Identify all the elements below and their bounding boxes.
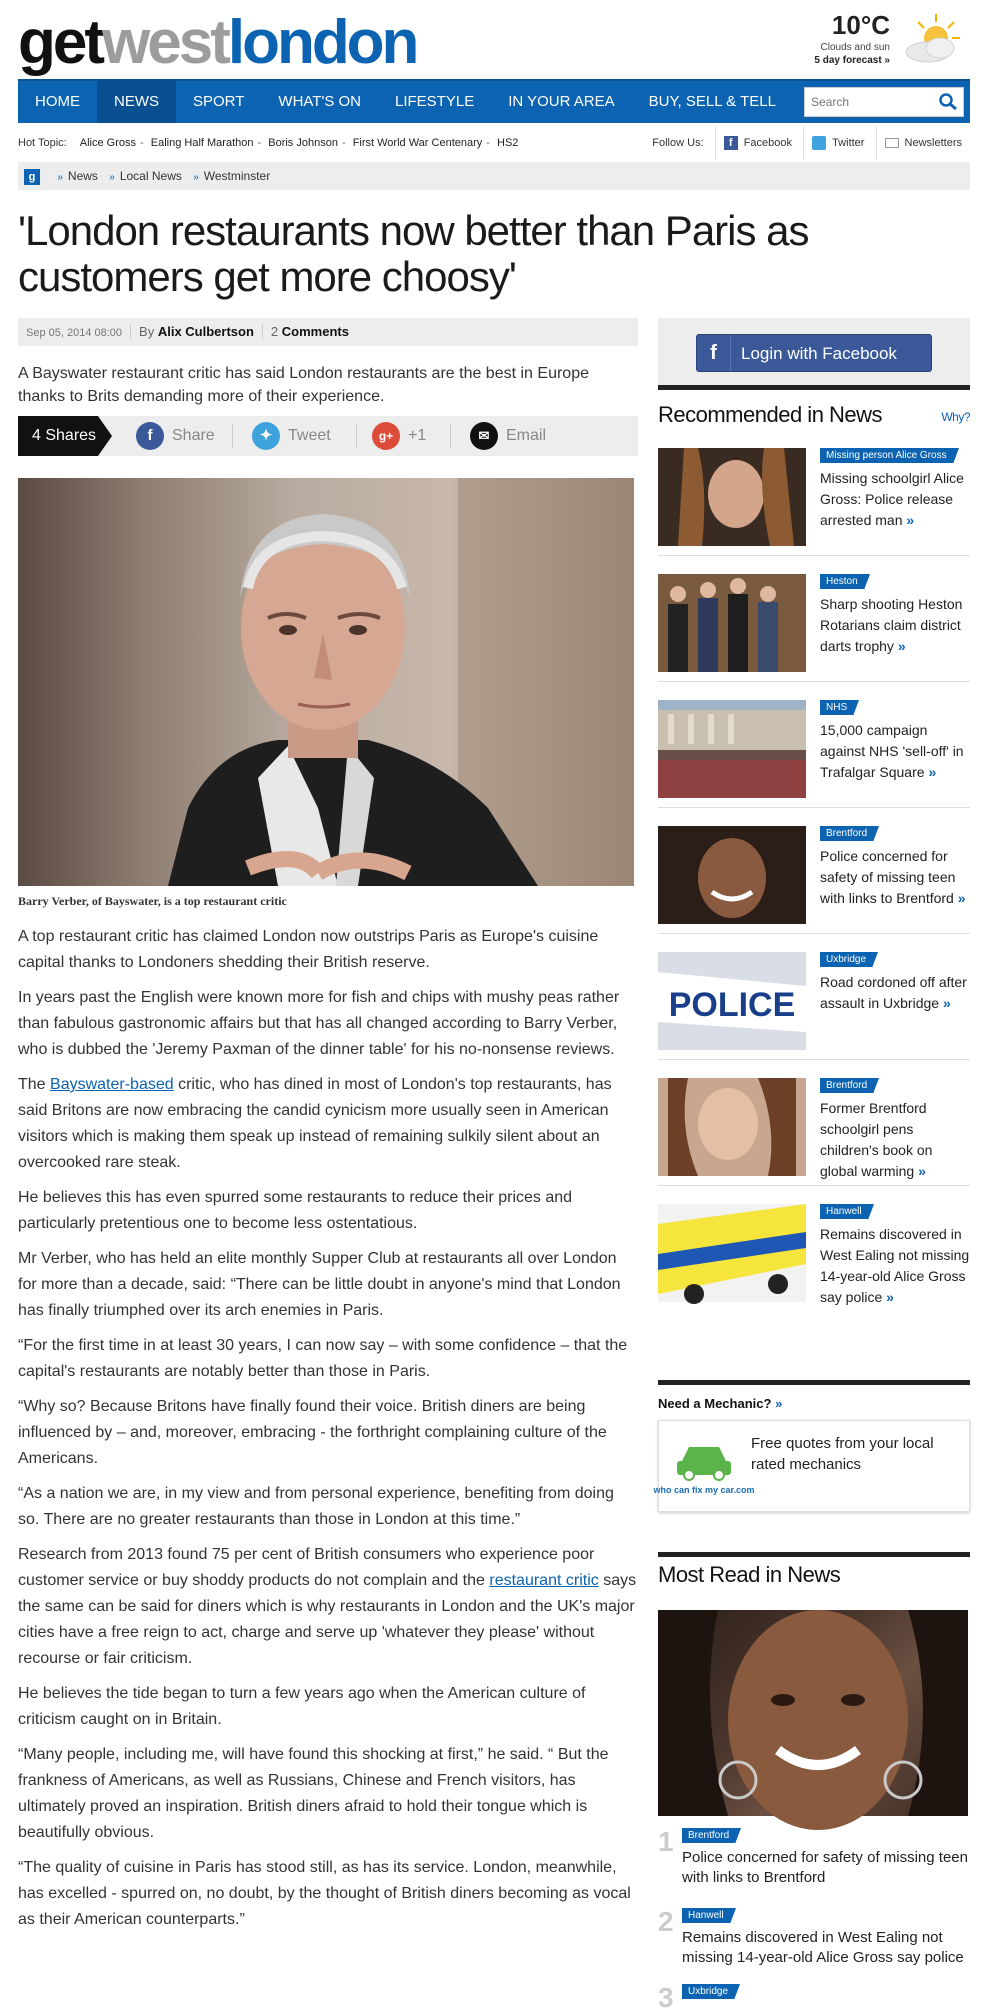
photo-caption: Barry Verber, of Bayswater, is a top restaurant critic (18, 894, 287, 908)
most-read-item[interactable] (658, 1982, 970, 2013)
facebook-share-label: Share (172, 427, 215, 444)
mechanic-title-text: Need a Mechanic? (658, 1396, 772, 1411)
body-paragraph: A top restaurant critic has claimed London now outstrips Paris as Europe's cuisine capital thanks to Londoners shedding their British reserve. (18, 928, 599, 971)
most-read-tag[interactable]: Uxbridge (682, 1984, 734, 1999)
author-link[interactable]: Alix Culbertson (157, 324, 254, 339)
article-standfirst: A Bayswater restaurant critic has said London restaurants are the best in Europe thanks to Brits demanding more of their experience. (18, 365, 589, 405)
facebook-icon: f (697, 335, 731, 371)
breadcrumb-local-news[interactable]: Local News (119, 169, 182, 183)
nav-news[interactable]: NEWS (97, 81, 176, 123)
follow-label: Follow Us: (652, 137, 704, 149)
follow-twitter-label: Twitter (832, 137, 865, 149)
rec-tag[interactable]: Brentford (820, 1078, 873, 1093)
comments-link[interactable] (262, 324, 357, 339)
recommended-item[interactable] (658, 440, 970, 556)
comments-count: 2 (270, 324, 279, 339)
hot-topic-link[interactable]: Boris Johnson (268, 137, 338, 149)
nav-lifestyle[interactable]: LIFESTYLE (395, 93, 475, 110)
facebook-login-button[interactable] (696, 334, 932, 372)
body-paragraph: “For the first time in at least 30 years, I can now say – with some confidence – that the capital's restaurants are notably better than those in Paris. (18, 1337, 628, 1380)
rec-tag[interactable]: Hanwell (820, 1204, 868, 1219)
rec-thumbnail[interactable] (658, 700, 806, 798)
mechanic-title[interactable] (658, 1396, 782, 1411)
weather-widget[interactable] (800, 8, 970, 68)
rec-headline-text: Remains discovered in West Ealing not missing 14-year-old Alice Gross say police (820, 1226, 970, 1305)
mechanic-logo-text: who can fix my car.com (653, 1485, 755, 1495)
body-paragraph (18, 1542, 638, 1672)
nav-sport[interactable]: SPORT (193, 93, 245, 110)
logo-part-get: get (18, 8, 102, 77)
body-text: critic, who has dined in most of London's top restaurants, has said Britons are now embracing the candid cynicism more usually seen in American visitors which is making them speak up instead of remaining sulkily silent about an overcooked rare steak. (18, 1076, 612, 1171)
nav-in-your-area[interactable]: IN YOUR AREA (508, 93, 615, 110)
more-arrow: » (918, 1163, 926, 1179)
facebook-login-label: Login with Facebook (741, 344, 897, 363)
facebook-share-button[interactable] (136, 416, 215, 456)
hot-topic-link[interactable]: First World War Centenary (352, 137, 483, 149)
follow-newsletters-label: Newsletters (904, 137, 962, 149)
nav-home[interactable]: HOME (35, 93, 80, 110)
police-sign-text: POLICE (668, 986, 796, 1024)
most-read-image[interactable] (658, 1610, 968, 1816)
mechanic-ad-text: Free quotes from your local rated mechanics (751, 1435, 934, 1473)
forecast-link[interactable]: 5 day forecast » (814, 55, 890, 66)
recommended-item[interactable] (658, 944, 970, 1060)
rec-tag[interactable]: NHS (820, 700, 853, 715)
most-read-tag[interactable]: Hanwell (682, 1908, 730, 1923)
rec-headline[interactable] (820, 1098, 970, 1182)
breadcrumb-westminster[interactable]: Westminster (203, 169, 271, 183)
search-icon[interactable] (937, 92, 959, 112)
article-date: Sep 05, 2014 08:00 (26, 327, 123, 339)
twitter-share-label: Tweet (288, 427, 331, 444)
rec-thumbnail[interactable] (658, 448, 806, 546)
nav-buy-sell-tell[interactable]: BUY, SELL & TELL (648, 93, 776, 110)
twitter-icon (812, 136, 826, 150)
rec-headline[interactable] (820, 846, 970, 909)
recommended-item[interactable] (658, 1070, 970, 1186)
recommended-item[interactable] (658, 692, 970, 808)
most-read-headline[interactable]: Remains discovered in West Ealing not missing 14-year-old Alice Gross say police (682, 1929, 964, 1966)
gplus-icon: g+ (372, 422, 400, 450)
main-nav (18, 79, 970, 123)
recommended-title (658, 402, 970, 428)
article-body (18, 924, 638, 1942)
rec-headline-text: Former Brentford schoolgirl pens children's book on global warming (820, 1100, 933, 1179)
most-read-item[interactable] (658, 1826, 970, 1886)
gplus-share-button[interactable] (372, 416, 426, 456)
most-read-photo (658, 1610, 968, 1816)
rec-headline[interactable] (820, 720, 970, 783)
body-paragraph: “The quality of cuisine in Paris has stood still, as has its service. London, meanwhile, has excelled - spurred on, no doubt, by the thought of British diners becoming as vocal as their American counterparts.” (18, 1859, 631, 1928)
share-count: 4 Shares (18, 416, 98, 456)
follow-us (644, 126, 970, 160)
gplus-share-label: +1 (408, 427, 427, 444)
rec-headline-text: Sharp shooting Heston Rotarians claim district darts trophy (820, 596, 963, 654)
rank-number: 2 (658, 1906, 674, 1937)
follow-facebook-label: Facebook (743, 137, 792, 149)
more-arrow: » (928, 764, 937, 780)
rec-thumbnail[interactable] (658, 1078, 806, 1176)
search-box (804, 87, 964, 117)
rec-headline[interactable] (820, 594, 970, 657)
facebook-login-box (658, 318, 970, 390)
article-meta (18, 318, 638, 346)
body-text: says the same can be said for diners which is why restaurants in London and the UK's major cities have a free reign to act, charge and serve up 'whatever they please' without recourse or fair criticism. (18, 1572, 637, 1667)
rec-thumbnail[interactable] (658, 952, 806, 1050)
more-arrow: » (942, 995, 951, 1011)
breadcrumb: g » News » Local News » Westminster (18, 162, 970, 190)
hot-topics-bar: Hot Topic: Alice Gross - Ealing Half Marathon - Boris Johnson - First World War Centenary - HS2 Follow Us: f Facebook Twitter Newsletters (18, 126, 970, 160)
more-arrow: » (886, 1289, 894, 1305)
restaurant-critic-link[interactable]: restaurant critic (489, 1572, 599, 1589)
body-paragraph: He believes the tide began to turn a few years ago when the American culture of criticism caught on in Britain. (18, 1685, 586, 1728)
more-arrow: » (906, 512, 915, 528)
rec-tag[interactable]: Heston (820, 574, 864, 589)
rec-tag[interactable]: Missing person Alice Gross (820, 448, 953, 463)
rec-tag[interactable]: Uxbridge (820, 952, 872, 967)
body-paragraph: “Many people, including me, will have found this shocking at first,” he said. “ But the frankness of Americans, as well as Russians, Chinese and French visitors, has ultimately proved an inspiration. British diners afraid to hold their tongue which is beautifully obvious. (18, 1746, 609, 1841)
email-share-label: Email (506, 427, 547, 444)
rec-headline[interactable] (820, 972, 970, 1014)
body-paragraph: “Why so? Because Britons have finally found their voice. British diners are being influenced by – and, moreover, embracing - the forthright complaining culture of the Americans. (18, 1398, 607, 1467)
body-text: The (18, 1076, 51, 1093)
logo-part-west: west (102, 8, 228, 77)
body-paragraph (18, 1072, 638, 1176)
envelope-icon (885, 138, 899, 148)
logo-part-london: london (227, 8, 417, 77)
most-read-item[interactable] (658, 1906, 970, 1966)
recommended-item[interactable] (658, 566, 970, 682)
follow-newsletters[interactable] (876, 126, 970, 160)
rec-headline-text: 15,000 campaign against NHS 'sell-off' in Trafalgar Square (820, 722, 964, 780)
twitter-bird-icon: ✦ (252, 422, 280, 450)
rec-thumbnail[interactable] (658, 826, 806, 924)
twitter-share-button[interactable] (252, 416, 331, 456)
nav-whats-on[interactable]: WHAT'S ON (278, 93, 361, 110)
rec-headline-text: Road cordoned off after assault in Uxbridge (820, 974, 967, 1011)
rec-tag[interactable]: Brentford (820, 826, 873, 841)
rec-thumbnail[interactable] (658, 574, 806, 672)
most-read-tag[interactable]: Brentford (682, 1828, 735, 1843)
rec-thumbnail[interactable] (658, 1204, 806, 1302)
weather-temp: 10°C (831, 10, 890, 40)
more-arrow: » (897, 638, 906, 654)
body-text: Research from 2013 found 75 per cent of British consumers who experience poor customer service or buy shoddy products do not complain and the (18, 1546, 595, 1589)
site-g-icon[interactable]: g (24, 169, 40, 185)
recommended-item[interactable] (658, 818, 970, 934)
site-logo[interactable] (18, 8, 416, 78)
why-link[interactable]: Why? (941, 410, 970, 424)
most-read-headline[interactable]: Police concerned for safety of missing teen with links to Brentford (682, 1849, 968, 1886)
follow-twitter[interactable] (803, 126, 872, 160)
portrait-illustration (18, 478, 634, 886)
email-share-button[interactable] (470, 416, 546, 456)
more-arrow: » (775, 1396, 783, 1411)
most-read-title: Most Read in News (658, 1562, 841, 1587)
facebook-icon: f (136, 422, 164, 450)
facebook-icon: f (724, 136, 738, 150)
rec-headline-text: Missing schoolgirl Alice Gross: Police release arrested man (820, 470, 964, 528)
recommended-item[interactable] (658, 1196, 970, 1336)
hot-topic-label: Hot Topic: (18, 137, 67, 149)
body-paragraph: He believes this has even spurred some restaurants to reduce their prices and particularly pretentious one to become less ostentatious. (18, 1189, 573, 1232)
email-icon: ✉ (470, 422, 498, 450)
weather-desc: Clouds and sun (820, 42, 890, 53)
rank-number: 1 (658, 1826, 674, 1857)
follow-facebook[interactable] (715, 126, 800, 160)
breadcrumb-news[interactable]: News (67, 169, 98, 183)
share-bar (18, 416, 638, 456)
mechanic-ad[interactable] (653, 1420, 970, 1512)
sun-cloud-icon (902, 12, 962, 68)
body-paragraph: In years past the English were known more for fish and chips with mushy peas rather than fabulous gastronomic affairs but that has all changed according to Barry Verber, who is dubbed the 'Jeremy Paxman of the dinner table' for his no-nonsense reviews. (18, 989, 620, 1058)
more-arrow: » (957, 890, 966, 906)
rec-headline-text: Police concerned for safety of missing teen with links to Brentford (820, 848, 956, 906)
hot-topic-link[interactable]: HS2 (497, 137, 519, 149)
section-divider (658, 1380, 970, 1385)
comments-label: Comments (281, 324, 349, 339)
byline (130, 324, 262, 339)
rank-number: 3 (658, 1982, 674, 2013)
rec-headline[interactable] (820, 468, 970, 531)
body-paragraph: “As a nation we are, in my view and from personal experience, benefiting from doing so. There are no greater restaurants than those in London at this time.” (18, 1485, 614, 1528)
rec-headline[interactable] (820, 1224, 970, 1308)
car-icon (653, 1433, 755, 1499)
article-headline: 'London restaurants now better than Paris as customers get more choosy' (18, 207, 809, 300)
search-input[interactable] (805, 88, 925, 116)
byline-by: By (139, 324, 155, 339)
body-paragraph: Mr Verber, who has held an elite monthly Supper Club at restaurants all over London for more than a decade, said: “There can be little doubt in anyone's mind that London has finally triumphed over its arch enemies in Paris. (18, 1250, 621, 1319)
bayswater-link[interactable]: Bayswater-based (50, 1076, 174, 1093)
recommended-heading: Recommended in News (658, 402, 883, 427)
hot-topic-link[interactable]: Ealing Half Marathon (150, 137, 254, 149)
hot-topic-link[interactable]: Alice Gross (79, 137, 137, 149)
article-photo[interactable] (18, 478, 634, 886)
section-divider (658, 1552, 970, 1557)
